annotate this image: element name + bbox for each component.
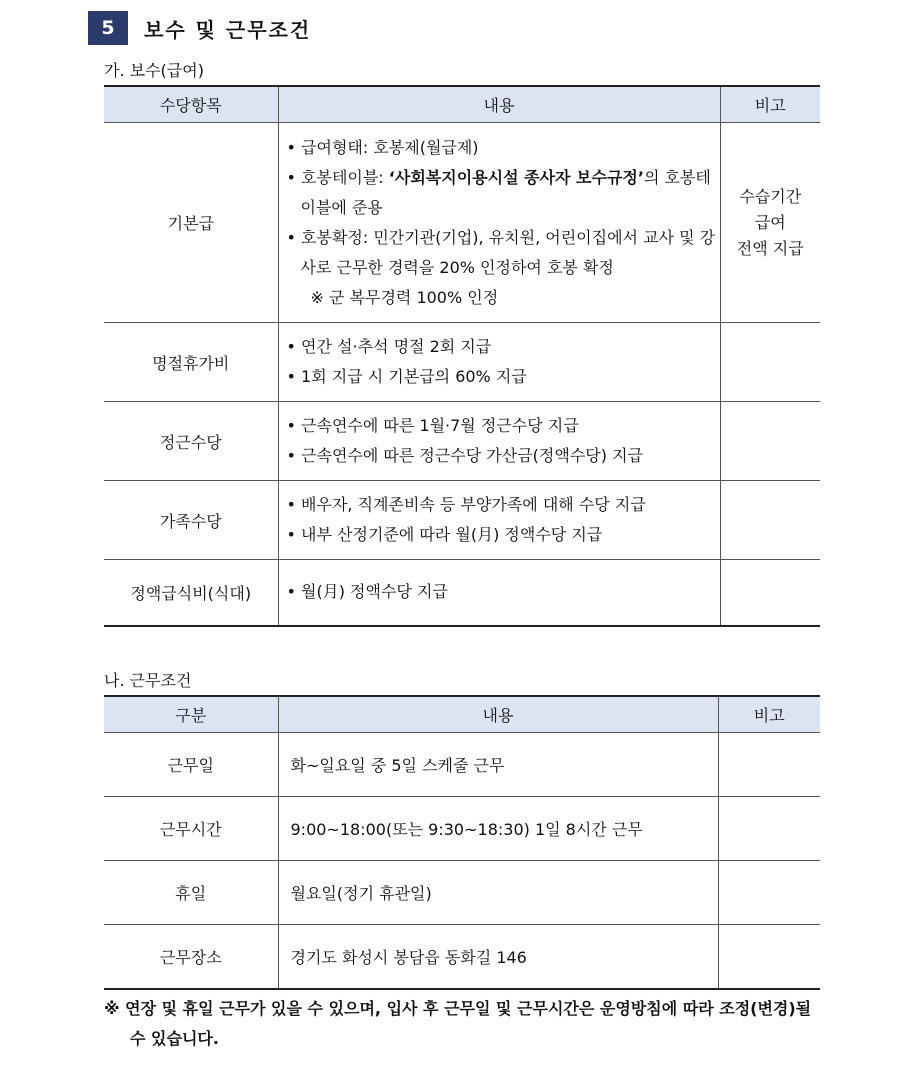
table-row (104, 481, 820, 560)
work-remark-empty (718, 925, 820, 989)
footer-note: ※ 연장 및 휴일 근무가 있을 수 있으며, 입사 후 근무일 및 근무시간은 운영방침에 따라 조정(변경)될 수 있습니다. (104, 999, 812, 1048)
work-value-hours: 9:00~18:00(또는 9:30~18:30) 1일 8시간 근무 (278, 797, 718, 861)
pay-content-basic (278, 123, 720, 323)
bullet-item: • 연간 설·추석 명절 2회 지급 (286, 337, 492, 356)
pay-content-family (278, 481, 720, 560)
pay-header-item: 수당항목 (104, 86, 278, 123)
pay-item-meal: 정액급식비(식대) (104, 560, 278, 626)
table-row (104, 123, 820, 323)
table-row (104, 323, 820, 402)
military-note: ※ 군 복무경력 100% 인정 (310, 287, 499, 307)
bullet-item: • 근속연수에 따른 1월·7월 정근수당 지급 (286, 416, 579, 435)
bullet-item: • 1회 지급 시 기본급의 60% 지급 (286, 367, 527, 386)
work-remark-empty (718, 861, 820, 925)
pay-table (104, 85, 820, 627)
pay-remark-empty (720, 481, 820, 560)
work-label-days: 근무일 (104, 733, 278, 797)
pay-item-basic: 기본급 (104, 123, 278, 323)
work-header-category: 구분 (104, 696, 278, 733)
work-value-holiday: 월요일(정기 휴관일) (278, 861, 718, 925)
pay-content-holiday (278, 323, 720, 402)
pay-content-attendance (278, 402, 720, 481)
bullet-item: • 호봉확정: 민간기관(기업), 유치원, 어린이집에서 교사 및 강사로 근무한 경력을 20% 인정하여 호봉 확정 (286, 227, 716, 277)
bullet-item: • 월(月) 정액수당 지급 (286, 582, 448, 602)
pay-header-row (104, 86, 820, 123)
pay-remark-empty (720, 323, 820, 402)
bullet-item: • 호봉테이블: ‘사회복지이용시설 종사자 보수규정’의 호봉테이블에 준용 (286, 167, 711, 217)
pay-item-holiday: 명절휴가비 (104, 323, 278, 402)
work-remark-empty (718, 733, 820, 797)
work-label-location: 근무장소 (104, 925, 278, 989)
table-row (104, 560, 820, 626)
section-title: 보수 및 근무조건 (144, 17, 312, 42)
work-subtitle: 나. 근무조건 (104, 671, 192, 690)
pay-item-family: 가족수당 (104, 481, 278, 560)
pay-remark-empty (720, 402, 820, 481)
bullet-item: • 내부 산정기준에 따라 월(月) 정액수당 지급 (286, 525, 603, 544)
work-label-holiday: 휴일 (104, 861, 278, 925)
pay-content-meal (278, 560, 720, 626)
work-header-row (104, 696, 820, 733)
work-value-location: 경기도 화성시 봉담읍 동화길 146 (278, 925, 718, 989)
pay-item-attendance: 정근수당 (104, 402, 278, 481)
pay-remark-empty (720, 560, 820, 626)
work-header-remark: 비고 (718, 696, 820, 733)
section-header (88, 11, 311, 45)
table-row (104, 733, 820, 797)
pay-header-content: 내용 (278, 86, 720, 123)
pay-header-remark: 비고 (720, 86, 820, 123)
work-header-content: 내용 (278, 696, 718, 733)
work-label-hours: 근무시간 (104, 797, 278, 861)
table-row (104, 861, 820, 925)
work-remark-empty (718, 797, 820, 861)
table-row (104, 925, 820, 989)
pay-subtitle: 가. 보수(급여) (104, 61, 204, 80)
bullet-item: • 근속연수에 따른 정근수당 가산금(정액수당) 지급 (286, 446, 643, 465)
table-row (104, 402, 820, 481)
pay-remark-basic: 수습기간 급여 전액 지급 (720, 123, 820, 323)
bullet-item: • 배우자, 직계존비속 등 부양가족에 대해 수당 지급 (286, 495, 646, 514)
bullet-item: • 급여형태: 호봉제(월급제) (286, 137, 479, 157)
table-row (104, 797, 820, 861)
work-table (104, 695, 820, 990)
section-number: 5 (88, 11, 128, 45)
work-value-days: 화~일요일 중 5일 스케줄 근무 (278, 733, 718, 797)
